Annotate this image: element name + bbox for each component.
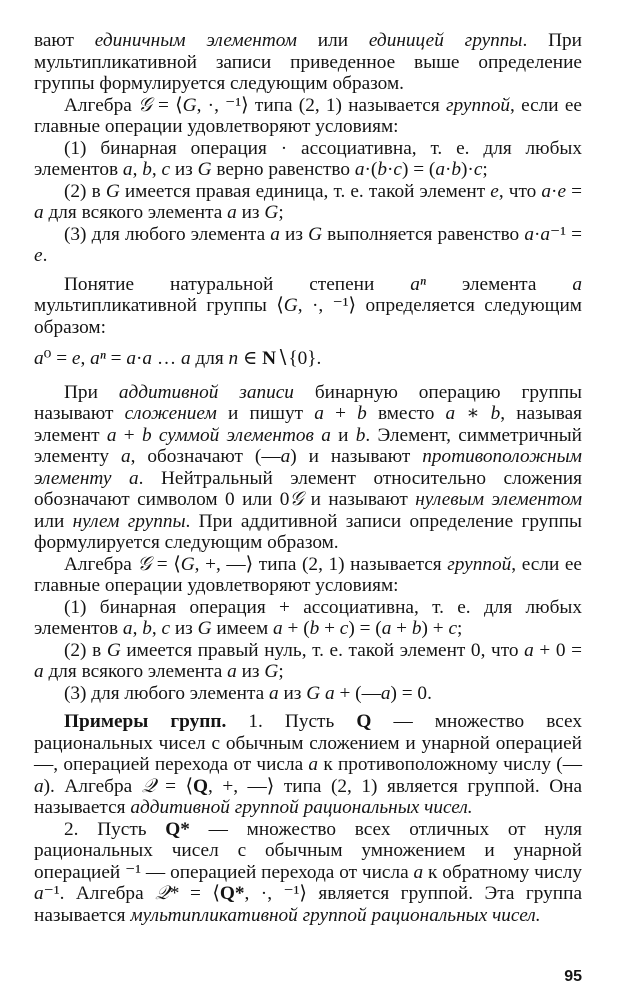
text-run: элемента	[426, 273, 573, 295]
italic-run: e	[557, 180, 567, 202]
italic-run: группой	[445, 94, 511, 116]
text-run: (1) бинарная операция · ассоциативна, т. е. для любых элементов	[34, 137, 582, 180]
axiom-associativity-add	[34, 597, 582, 640]
text-run: = ⟨	[155, 775, 193, 797]
italic-run: a	[126, 348, 136, 369]
text-run: ·(	[364, 159, 378, 180]
italic-run: a	[227, 661, 237, 682]
text-run: выполняется равенство	[322, 223, 525, 245]
text-run: к противоположному числу (—	[318, 754, 582, 775]
italic-run: b	[357, 403, 367, 424]
formula-power-definition	[34, 348, 582, 370]
text-run: , обозначают (—	[130, 446, 281, 467]
text-run: , что	[498, 180, 542, 202]
text-run: верно равенство	[211, 159, 355, 180]
italic-run: единицей группы	[368, 30, 523, 51]
text-run: +	[116, 424, 142, 446]
text-run: ∗	[455, 403, 491, 424]
italic-run: c	[161, 159, 171, 180]
text-run: ) +	[421, 618, 449, 639]
paragraph-group-definition-mult	[34, 95, 582, 138]
italic-run: a	[280, 446, 291, 467]
text-run: — множество всех отличных от нуля рациональных чисел с обычным умножением и унарной операцией ⁻¹ — операцией перехода от числа	[34, 818, 582, 883]
italic-run: мультипликативной группой рациональных чисел.	[130, 904, 541, 926]
text-run: , +, —⟩ типа (2, 1) называется	[194, 553, 448, 575]
text-run	[111, 468, 129, 489]
bold-run: Q*	[165, 818, 190, 840]
text-run: При	[64, 381, 119, 403]
axiom-inverse	[34, 224, 582, 267]
text-run: ·	[386, 159, 394, 180]
text-run: (1) бинарная операция + ассоциативна, т. е. для любых элементов	[34, 596, 582, 639]
text-run: ·	[551, 180, 558, 202]
italic-run: c	[339, 618, 349, 639]
text-run: ·	[135, 348, 143, 369]
italic-run: a	[34, 775, 44, 797]
italic-run: a	[325, 682, 335, 704]
text-run: , ·, ⁻¹⟩ является группой. Эта группа называется	[34, 883, 583, 926]
italic-run: a	[435, 159, 445, 180]
italic-run: сложением	[124, 403, 217, 424]
italic-run: a	[314, 403, 324, 424]
text-run: . Нейтральный элемент относительно сложения обозначают символом 0 или 0	[34, 467, 582, 510]
axiom-opposite	[34, 683, 582, 705]
italic-run: a	[269, 682, 279, 704]
text-run: имеется правый нуль, т. е. такой элемент 0, что	[120, 639, 525, 661]
italic-run: G	[105, 180, 120, 202]
text-run: для	[190, 348, 229, 369]
italic-run: 𝒢	[137, 553, 152, 575]
text-run: из	[278, 682, 307, 704]
italic-run: a	[34, 661, 44, 682]
italic-run: c	[393, 159, 402, 180]
italic-run: a	[120, 446, 131, 467]
text-run: 1. Пусть	[226, 711, 357, 732]
text-run: , называя элемент	[34, 403, 582, 446]
text-run: + (—	[334, 682, 381, 704]
italic-run: b	[377, 159, 387, 180]
text-run: ;	[482, 159, 488, 180]
italic-run: a	[541, 180, 552, 202]
italic-run: a	[106, 424, 117, 446]
italic-run: a	[413, 861, 424, 883]
italic-run: G	[264, 661, 279, 682]
italic-run: a	[445, 403, 456, 424]
italic-run: b	[141, 424, 152, 446]
text-run: мультипликативной группы ⟨	[34, 295, 284, 316]
italic-run: a	[227, 202, 237, 223]
text-run: . При мультипликативной записи приведенное выше определение группы формулируется следующим образом.	[34, 30, 582, 94]
bold-run: Q*	[219, 883, 245, 904]
text-run: (3) для любого элемента	[64, 223, 271, 245]
text-run: и называют	[303, 489, 416, 510]
text-run: = ⟨	[178, 883, 220, 904]
text-run: из	[236, 661, 265, 682]
text-run: ∖{0}.	[276, 348, 322, 369]
text-run: ) и называют	[290, 446, 423, 467]
italic-run: аддитивной записи	[118, 381, 294, 403]
text-run: из	[236, 202, 265, 223]
text-run: ) = (	[348, 618, 382, 639]
text-run: ,	[80, 348, 91, 369]
text-run: , +, —⟩ типа (2, 1) является группой. Она называется	[34, 775, 582, 818]
text-run: для всякого элемента	[43, 661, 228, 682]
axiom-associativity-mult	[34, 138, 582, 181]
text-run: имеем	[211, 618, 274, 639]
italic-run: c	[448, 618, 457, 639]
text-run: .	[42, 245, 48, 266]
italic-run: b	[309, 618, 320, 639]
bold-run: Q	[192, 775, 208, 797]
italic-run: n	[228, 348, 239, 369]
paragraph-group-definition-add	[34, 554, 582, 597]
axiom-right-zero	[34, 640, 582, 683]
paragraph-examples-additive	[34, 711, 582, 819]
italic-run: a	[572, 273, 582, 295]
text-run: +	[319, 618, 340, 639]
text-run: ,	[132, 618, 143, 639]
text-run: +	[323, 403, 358, 424]
italic-run: G	[197, 618, 212, 639]
text-run: Алгебра	[64, 553, 138, 575]
italic-run: a	[354, 159, 365, 180]
text-run: из	[170, 618, 198, 639]
text-run: бинарную операцию группы называют	[34, 381, 582, 424]
italic-run: a	[381, 618, 392, 639]
italic-run: a	[34, 883, 44, 904]
text-run: ⁰ =	[43, 348, 72, 369]
italic-run: G	[306, 682, 321, 704]
paragraph-identity-definition	[34, 30, 582, 95]
italic-run: a	[524, 223, 534, 245]
text-run: , если ее главные операции удовлетворяют условиям:	[34, 94, 582, 137]
text-run: к обратному числу	[423, 861, 582, 883]
italic-run: b	[490, 403, 501, 424]
text-run: =	[566, 180, 582, 202]
italic-run: a	[321, 424, 331, 446]
text-run: из	[170, 159, 198, 180]
paragraph-examples-multiplicative	[34, 819, 582, 927]
text-run: вают	[34, 30, 95, 51]
axiom-right-identity	[34, 181, 582, 224]
italic-run: a	[128, 467, 139, 489]
italic-run: G	[197, 159, 212, 180]
text-run: из	[279, 223, 309, 245]
text-run: ) = 0.	[390, 682, 432, 704]
text-run: 2. Пусть	[64, 818, 166, 840]
text-run: ,	[132, 159, 143, 180]
italic-run: нулевым элементом	[415, 489, 582, 510]
text-run: )·	[461, 159, 474, 180]
text-run: Алгебра	[64, 94, 139, 116]
italic-run: a	[142, 348, 153, 369]
italic-run: c	[473, 159, 483, 180]
text-run: или	[34, 510, 73, 532]
italic-run: a	[122, 159, 133, 180]
text-run: ⁻¹ =	[550, 223, 582, 245]
text-run: , если ее главные операции удовлетворяют условиям:	[34, 553, 582, 596]
italic-run: суммой элементов	[158, 424, 314, 446]
text-run: (2) в	[64, 639, 107, 661]
text-run: и	[330, 424, 356, 446]
page-number: 95	[564, 968, 582, 985]
italic-run: a	[122, 618, 133, 639]
italic-run: 𝒢	[289, 489, 304, 510]
italic-run: 𝒢	[138, 94, 152, 116]
text-run: для всякого элемента	[43, 202, 228, 223]
text-run: ). Алгебра	[43, 775, 142, 797]
bold-run: Q	[356, 711, 372, 732]
text-run: =	[105, 348, 127, 369]
paragraph-additive-notation	[34, 382, 582, 554]
italic-run: e	[490, 180, 499, 202]
italic-run: a	[540, 223, 551, 245]
text-run: ·	[444, 159, 452, 180]
italic-run: b	[451, 159, 462, 180]
bold-run: N	[262, 348, 277, 369]
italic-run: G	[264, 202, 279, 223]
italic-run: c	[161, 618, 171, 639]
text-run: (3) для любого элемента	[64, 682, 270, 704]
text-run: , ·, ⁻¹⟩ типа (2, 1) называется	[196, 94, 446, 116]
text-run: ;	[278, 202, 284, 223]
italic-run: G	[106, 639, 121, 661]
italic-run: aⁿ	[90, 348, 106, 369]
italic-run: a	[270, 223, 280, 245]
text-run: = ⟨	[151, 553, 181, 575]
italic-run: aⁿ	[410, 273, 426, 295]
italic-run: a	[273, 618, 283, 639]
italic-run: b	[411, 618, 422, 639]
italic-run: b	[355, 424, 366, 446]
text-run: — множество всех рациональных чисел с обычным сложением и унарной операцией —, операцией перехода от числа	[34, 711, 583, 775]
italic-run: b	[142, 159, 152, 180]
text-run: ;	[278, 661, 284, 682]
italic-run: 𝒬	[141, 775, 156, 797]
italic-run: 𝒬*	[155, 883, 179, 904]
italic-run: G	[283, 295, 298, 316]
italic-run: аддитивной группой рациональных чисел.	[130, 797, 473, 818]
italic-run: a	[524, 639, 534, 661]
text-run: вместо	[366, 403, 446, 424]
italic-run: a	[34, 348, 44, 369]
text-run: , ·, ⁻¹⟩ определяется следующим образом:	[34, 295, 582, 338]
italic-run: a	[180, 348, 191, 369]
italic-run: G	[180, 553, 195, 575]
italic-run: единичным элементом	[94, 30, 297, 51]
text-run: ∈	[238, 348, 263, 369]
italic-run: G	[308, 223, 323, 245]
text-run: и пишут	[216, 403, 315, 424]
italic-run: b	[142, 618, 152, 639]
text-run: + (	[282, 618, 310, 639]
text-run: +	[391, 618, 412, 639]
text-run: = ⟨	[151, 94, 183, 116]
italic-run: a	[308, 754, 319, 775]
italic-run: противоположным элементу	[34, 446, 582, 489]
text-run: (2) в	[64, 180, 106, 202]
text-run: ) = (	[401, 159, 436, 180]
text-run: + 0 =	[533, 639, 582, 661]
text-run: ,	[151, 159, 162, 180]
page-text	[34, 30, 582, 926]
italic-run: группой	[447, 553, 512, 575]
text-run: ·	[533, 223, 541, 245]
bold-run: Примеры групп.	[64, 711, 227, 732]
text-run: ⁻¹. Алгебра	[43, 883, 156, 904]
text-run: …	[152, 348, 181, 369]
text-run: ;	[457, 618, 463, 639]
text-run	[152, 425, 159, 446]
text-run: Понятие натуральной степени	[64, 273, 411, 295]
italic-run: e	[71, 348, 81, 369]
italic-run: a	[34, 202, 44, 223]
text-run: . Элемент, симметричный элементу	[34, 424, 582, 467]
text-run: имеется правая единица, т. е. такой элемент	[119, 180, 491, 202]
italic-run: G	[182, 94, 197, 116]
italic-run: нулем группы	[72, 510, 186, 532]
text-run: или	[296, 30, 369, 51]
text-run: ,	[151, 618, 162, 639]
italic-run: e	[34, 245, 43, 266]
italic-run: a	[380, 682, 391, 704]
text-run: . При аддитивной записи определение группы формулируется следующим образом.	[34, 510, 582, 553]
paragraph-natural-power	[34, 274, 582, 339]
